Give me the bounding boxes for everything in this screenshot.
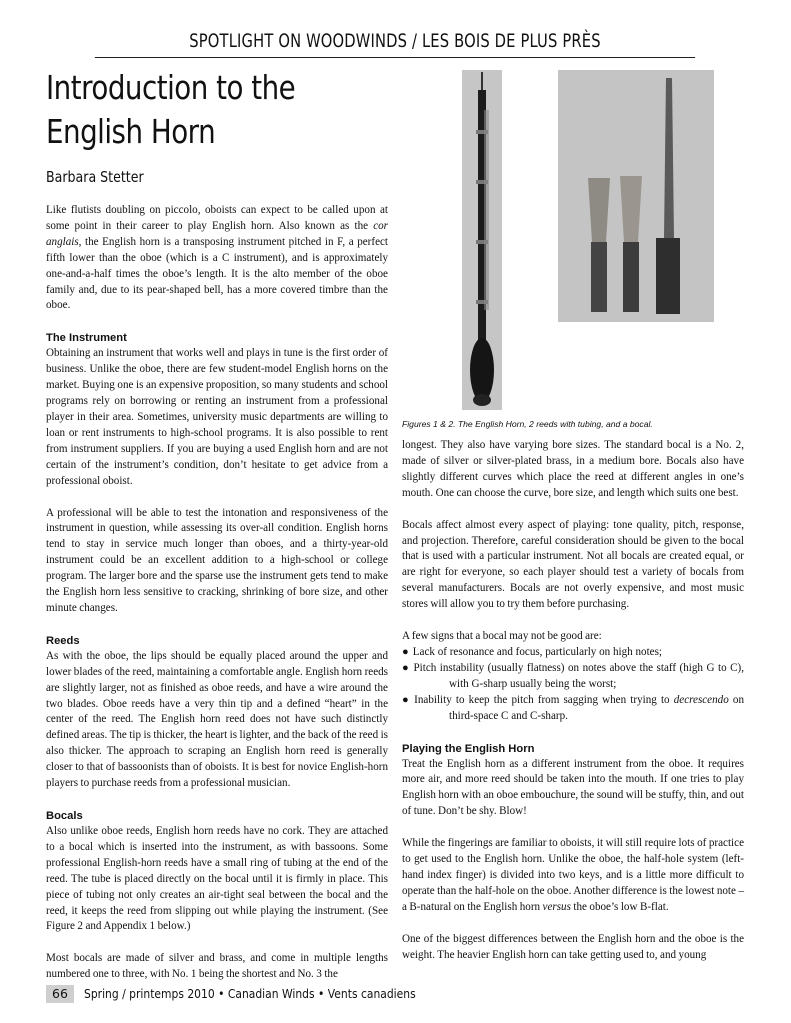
publication-info: Spring / printemps 2010 • Canadian Winds • Vents canadiens — [84, 986, 416, 1001]
heading-instrument: The Instrument — [46, 332, 127, 345]
signs-list — [402, 645, 744, 725]
author-byline: Barbara Stetter — [46, 168, 144, 186]
article-title: Introduction to the English Horn — [46, 68, 296, 151]
english-horn-photo — [462, 70, 502, 410]
bocals-paragraph-1: Also unlike oboe reeds, English horn reeds have no cork. They are attached to a bocal which is inserted into the instrument, as with bassoons. Some professional English-horn reeds have a small ring of tubing at the end of the reed. The tube is placed directly on the bocal until it is firmly in place. This piece of tubing not only creates an air-tight seal between the bocal and the reed, it keeps the reed from slipping out while playing the instrument. (See Figure 2 and Appendix 1 below.) — [46, 825, 388, 933]
reeds-paragraph: As with the oboe, the lips should be equally placed around the upper and lower blades of the reed, maintaining a comfortable angle. English horn reeds are slightly larger, not as finished as oboe reeds, and have a wire around the two blades. Oboe reeds have a very thin tip and a defined “heart” in the center of the reed. The English horn reed does not have such distinctly defined areas. The tip is thicker, the heart is lighter, and the back of the reed is also thicker. The approach to scraping an English horn reed is generally closer to that of bassoonists than of oboists. It is best for novice English-horn players to purchase reeds from a professional musician. — [46, 649, 388, 790]
reeds-and-bocal-photo — [558, 70, 714, 322]
signs-list-item: ● Lack of resonance and focus, particularly on high notes; — [402, 645, 744, 661]
figure-caption: Figures 1 & 2. The English Horn, 2 reeds with tubing, and a bocal. — [402, 419, 653, 429]
heading-bocals: Bocals — [46, 810, 83, 822]
playing-paragraph-1: Treat the English horn as a different instrument from the oboe. It requires more air, and more reed should be taken into the mouth. If one tries to play English horn with an oboe embouchure, the sound will be stuffy, thin, and out of tune. Don’t be shy. Blow! — [402, 757, 744, 818]
heading-reeds: Reeds — [46, 634, 80, 647]
heading-playing: Playing the English Horn — [402, 742, 535, 755]
signs-list-item: ● Pitch instability (usually flatness) on notes above the staff (high G to C), with G-sharp usually being the worst; — [402, 661, 744, 690]
intro-paragraph: Like flutists doubling on piccolo, oboists can expect to be called upon at some point in their career to play English horn. Also known as the cor anglais, the English horn is a transposing instrument pitched in F, a perfect fifth lower than the oboe (which is a C instrument), and is approximately one-and-a-half times the oboe’s length. It is the alto member of the oboe family and, due to its pear-shaped bell, has a more covered timbre than the oboe. — [46, 204, 388, 312]
bullet-icon: ● — [402, 693, 409, 706]
signs-list-item: ● Inability to keep the pitch from sagging when trying to decrescendo on third-space C and C-sharp. — [402, 693, 744, 722]
bocals-paragraph-2: Most bocals are made of silver and brass, and come in multiple lengths numbered one to three, with No. 1 being the shortest and No. 3 the — [46, 952, 388, 981]
left-column — [46, 66, 388, 983]
playing-paragraph-2: While the fingerings are familiar to oboists, it will still require lots of practice to get used to the English horn. Unlike the oboe, the half-hole system (left-hand index finger) is divided into two keys, and is a little more difficult to operate than the half-hole on the oboe. Another difference is the lowest note – a B-natural on the English horn versus the oboe’s low B-flat. — [402, 837, 744, 913]
bullet-icon: ● — [402, 661, 409, 674]
playing-paragraph-3: One of the biggest differences between the English horn and the oboe is the weight. The heavier English horn can take getting used to, and young — [402, 932, 744, 961]
page-number: 66 — [46, 985, 74, 1003]
instrument-paragraph-2: A professional will be able to test the intonation and responsiveness of the instrument in question, while assessing its over-all condition. English horns tend to stay in service much longer than oboes, and a thirty-year-old instrument could be an excellent addition to a high-school or college program. The larger bore and the sparse use the instrument gets tend to make the English horn less sensitive to cracking, shrinking of bore size, and other minute changes. — [46, 506, 388, 614]
instrument-paragraph-1: Obtaining an instrument that works well and plays in tune is the first order of business. Unlike the oboe, there are few student-model English horns on the market. Buying one is an expensive proposition, so many students and school programs rely on borrowing or renting an instrument from a professional player in their area. Sometimes, university music departments are willing to loan or rent instruments to high-school programs. It is also possible to rent from instrument suppliers. If you are buying a used English horn and are not certain of the instrument’s condition, don’t hesitate to get advice from a professional oboist. — [46, 347, 388, 487]
bocals-paragraph-3: Bocals affect almost every aspect of playing: tone quality, pitch, response, and projection. Therefore, careful consideration should be given to the bocal that is used with a particular instrument. Not all bocals are created equal, or are right for everyone, so each player should test a variety of bocals from several manufacturers. Bocals are not overly expensive, and most music stores will allow you to try them before purchasing. — [402, 518, 744, 611]
bocals-paragraph-2-continued: longest. They also have varying bore sizes. The standard bocal is a No. 2, made of silver or silver-plated brass, in a medium bore. Bocals also have slightly different curves which place the reed at different angles in one’s mouth. One can choose the curve, bore size, and length which suits one best. — [402, 439, 744, 499]
page-footer — [46, 985, 470, 1003]
section-header: SPOTLIGHT ON WOODWINDS / LES BOIS DE PLUS PRÈS — [95, 26, 695, 58]
right-column — [402, 438, 744, 963]
signs-intro: A few signs that a bocal may not be good are: — [402, 630, 602, 643]
bullet-icon: ● — [402, 645, 409, 658]
